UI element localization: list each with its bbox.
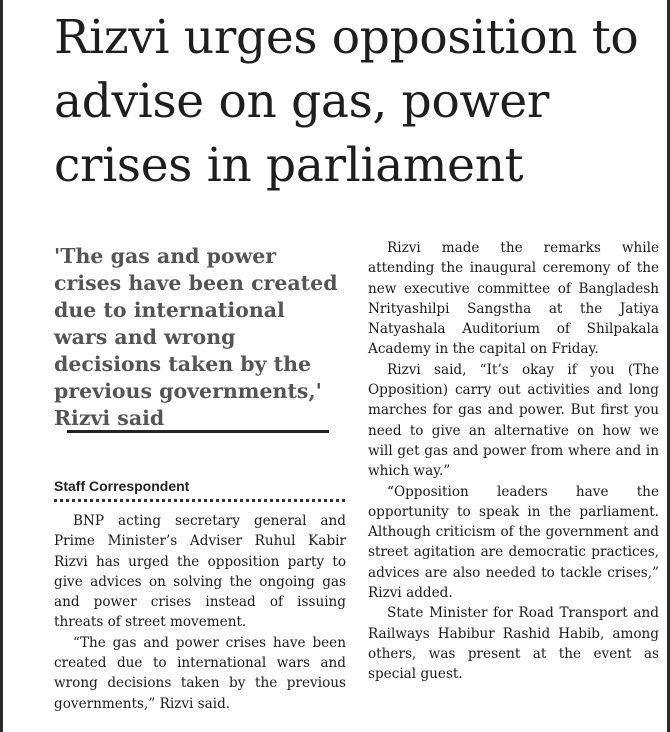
paragraph: State Minister for Road Transport and Railways Habibur Rashid Habib, among others, was present at the event as special guest. bbox=[368, 605, 659, 683]
article-headline: Rizvi urges opposition to advise on gas, power crises in parliament bbox=[54, 10, 639, 193]
right-text-column bbox=[368, 238, 659, 685]
pull-quote: 'The gas and power crises have been created due to international wars and wrong decisions taken by the previous governments,' Rizvi said bbox=[54, 244, 338, 430]
left-border-rule bbox=[0, 0, 3, 732]
byline: Staff Correspondent bbox=[54, 478, 190, 494]
paragraph: Rizvi made the remarks while attending the inaugural ceremony of the new executive committee of Bangladesh Nrityashilpi Sangstha at the Jatiya Natyashala Auditorium of Shilpakala Academy in the capital on Friday. bbox=[368, 240, 659, 358]
byline-dotted-divider bbox=[54, 499, 345, 502]
paragraph: Rizvi said, “It’s okay if you (The Opposition) carry out activities and long marches for gas and power. But first you need to give an alternative on how we will get gas and power from where and in which way.” bbox=[368, 361, 659, 480]
left-text-column bbox=[54, 511, 346, 714]
paragraph: “The gas and power crises have been created due to international wars and wrong decisions taken by the previous governments,” Rizvi said. bbox=[54, 634, 346, 712]
pull-quote-divider bbox=[67, 430, 329, 433]
paragraph: “Opposition leaders have the opportunity to speak in the parliament. Although criticism of the government and street agitation are democratic practices, advices are also needed to tackle crises,” Rizvi added. bbox=[368, 483, 659, 602]
paragraph: BNP acting secretary general and Prime Minister’s Adviser Ruhul Kabir Rizvi has urged the opposition party to give advices on solving the ongoing gas and power crises instead of issuing threats of street movement. bbox=[54, 513, 346, 631]
